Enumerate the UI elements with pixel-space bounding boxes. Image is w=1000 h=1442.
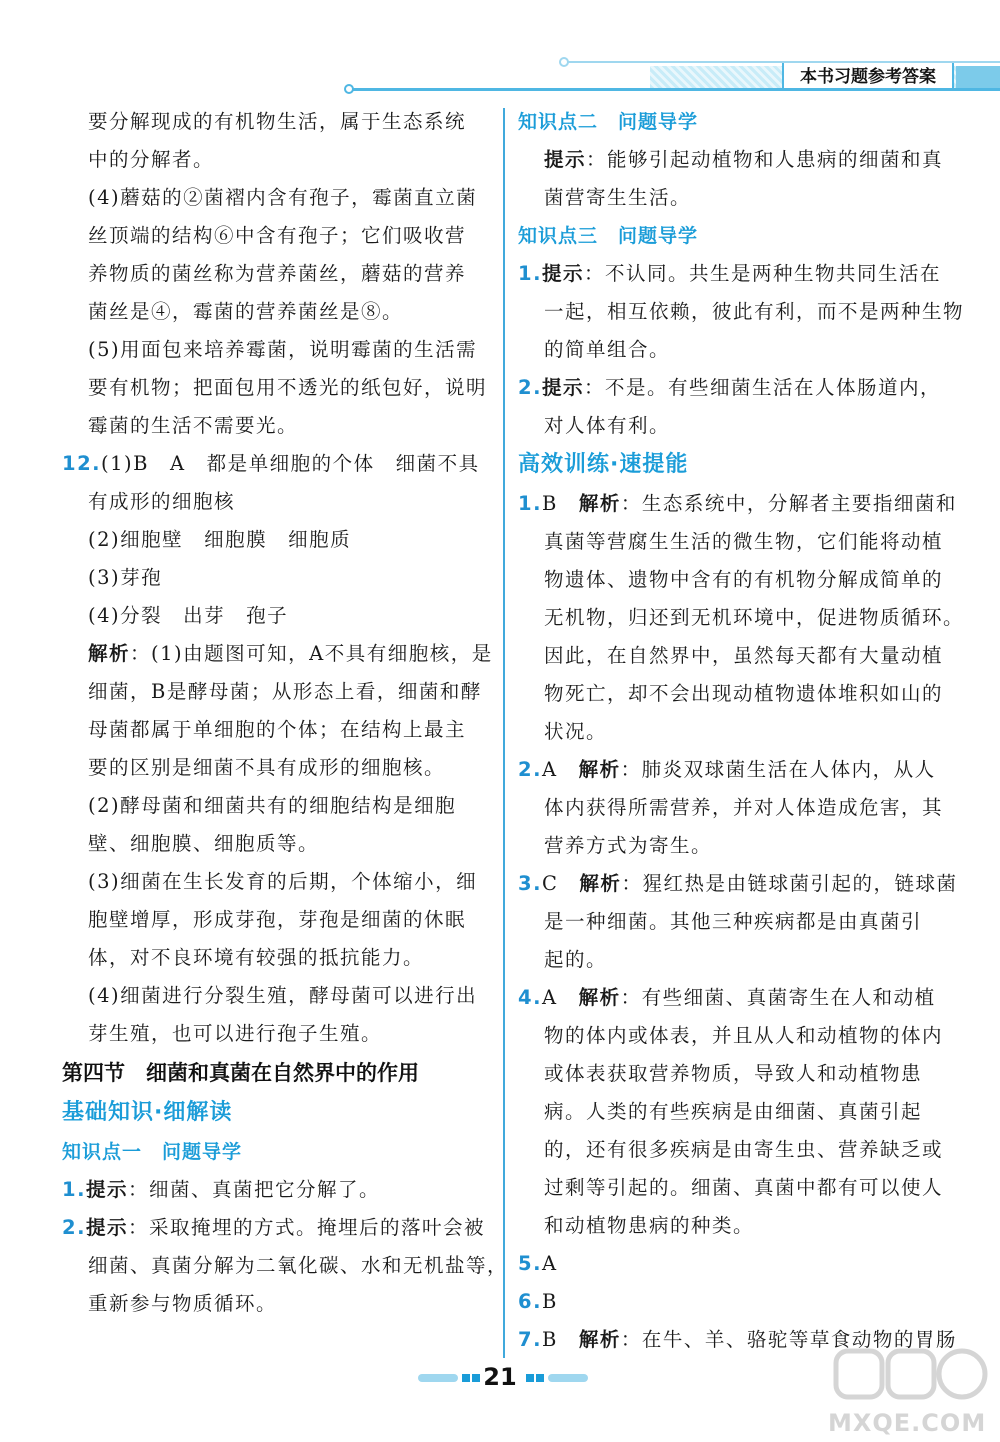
watermark-logo-icon (828, 1345, 993, 1405)
text-line: 和动植物患病的种类。 (544, 1214, 755, 1237)
kp3-item-1 (518, 255, 988, 293)
exercise-2 (518, 751, 988, 789)
text-line: (3)细菌在生长发育的后期，个体缩小，细 (88, 870, 478, 893)
item-number: 7. (518, 1328, 542, 1351)
text-line: 或体表获取营养物质，导致人和动植物患 (544, 1062, 923, 1085)
text-line: 因此，在自然界中，虽然每天都有大量动植 (544, 644, 944, 667)
knowledge-point-heading: 知识点三 问题导学 (518, 225, 699, 247)
kp3-item-2 (518, 369, 988, 407)
text-line: 丝顶端的结构⑥中含有孢子；它们吸收营 (88, 224, 467, 247)
question-number: 12. (62, 452, 102, 475)
analysis-text: ：肺炎双球菌生活在人体内，从人 (620, 758, 936, 781)
exercise-5 (518, 1245, 988, 1283)
text-line: 物遗体、遗物中含有的有机物分解成简单的 (544, 568, 944, 591)
text-line: 真菌等营腐生生活的微生物，它们能将动植 (544, 530, 944, 553)
analysis-line (62, 635, 500, 673)
text-line: (3)芽孢 (88, 566, 163, 589)
text-line: 细菌、真菌分解为二氧化碳、水和无机盐等， (88, 1254, 509, 1277)
section-heading: 高效训练·速提能 (518, 452, 689, 477)
hint-line (518, 141, 988, 179)
header-dot-icon (344, 84, 354, 94)
text-line: 过剩等引起的。细菌、真菌中都有可以使人 (544, 1176, 944, 1199)
header-dot-icon (559, 57, 569, 67)
text-line: (5)用面包来培养霉菌，说明霉菌的生活需 (88, 338, 478, 361)
item-number: 1. (518, 262, 542, 285)
page-number-decoration-right (526, 1372, 588, 1384)
text-line: 状况。 (544, 720, 608, 743)
text-line: 体内获得所需营养，并对人体造成危害，其 (544, 796, 944, 819)
item-number: 2. (518, 376, 542, 399)
text-line: 壁、细胞膜、细胞质等。 (88, 832, 320, 855)
answer: A (541, 1252, 558, 1275)
analysis-label: 解析 (578, 986, 621, 1009)
hint-text: ：不认同。共生是两种生物共同生活在 (584, 262, 942, 285)
text-line: 物死亡，却不会出现动植物遗体堆积如山的 (544, 682, 944, 705)
text-line: 无机物，归还到无机环境中，促进物质循环。 (544, 606, 965, 629)
text-line: 体，对不良环境有较强的抵抗能力。 (88, 946, 425, 969)
right-column (518, 103, 988, 1359)
text-line: 菌营寄生生活。 (544, 186, 692, 209)
text-line: 病。人类的有些疾病是由细菌、真菌引起 (544, 1100, 923, 1123)
hint-label: 提示 (544, 148, 587, 171)
hint-label: 提示 (541, 262, 584, 285)
text-line: 有成形的细胞核 (88, 490, 236, 513)
text-line: (2)酵母菌和细菌共有的细胞结构是细胞 (88, 794, 457, 817)
hint-label: 提示 (85, 1216, 128, 1239)
answer: B (541, 1290, 558, 1313)
item-number: 3. (518, 872, 542, 895)
text-line: 是一种细菌。其他三种疾病都是由真菌引 (544, 910, 923, 933)
exercise-4 (518, 979, 988, 1017)
text-line: 重新参与物质循环。 (88, 1292, 278, 1315)
hint-label: 提示 (541, 376, 584, 399)
header-title: 本书习题参考答案 (782, 63, 954, 91)
page-number-decoration-left (418, 1372, 480, 1384)
text-line: 物的体内或体表，并且从人和动植物的体内 (544, 1024, 944, 1047)
item-number: 1. (518, 492, 542, 515)
item-number: 2. (518, 758, 542, 781)
text-line: 的，还有很多疾病是由寄生虫、营养缺乏或 (544, 1138, 944, 1161)
kp1-item-2 (62, 1209, 500, 1247)
analysis-label: 解析 (88, 642, 131, 665)
item-number: 4. (518, 986, 542, 1009)
hint-label: 提示 (85, 1178, 128, 1201)
analysis-text: ：在牛、羊、骆驼等草食动物的胃肠 (620, 1328, 957, 1351)
text-line: 要有机物；把面包用不透光的纸包好，说明 (88, 376, 488, 399)
answer: B (541, 1328, 558, 1351)
text-line: 要分解现成的有机物生活，属于生态系统 (88, 110, 467, 133)
item-number: 6. (518, 1290, 542, 1313)
text-line: (4)分裂 出芽 孢子 (88, 604, 289, 627)
item-number: 2. (62, 1216, 86, 1239)
chapter-title: 第四节 细菌和真菌在自然界中的作用 (62, 1061, 419, 1085)
watermark-text: MXQE.COM (828, 1409, 987, 1437)
hint-text: ：能够引起动植物和人患病的细菌和真 (586, 148, 944, 171)
hint-text: ：不是。有些细菌生活在人体肠道内， (584, 376, 942, 399)
text-line: (2)细胞壁 细胞膜 细胞质 (88, 528, 352, 551)
answer: A (541, 758, 558, 781)
analysis-label: 解析 (579, 872, 622, 895)
hint-text: ：细菌、真菌把它分解了。 (128, 1178, 381, 1201)
analysis-label: 解析 (578, 758, 621, 781)
watermark-logo (828, 1345, 993, 1437)
knowledge-point-heading: 知识点二 问题导学 (518, 111, 699, 133)
text-line: 营养方式为寄生。 (544, 834, 713, 857)
item-number: 1. (62, 1178, 86, 1201)
kp1-item-1 (62, 1171, 500, 1209)
exercise-1 (518, 485, 988, 523)
text-line: 的简单组合。 (544, 338, 671, 361)
text-line: 养物质的菌丝称为营养菌丝，蘑菇的营养 (88, 262, 467, 285)
text-line: 菌丝是④，霉菌的营养菌丝是⑧。 (88, 300, 404, 323)
text-line: 芽生殖，也可以进行孢子生殖。 (88, 1022, 383, 1045)
answer: C (541, 872, 559, 895)
answer-line: (1)B A 都是单细胞的个体 细菌不具 (101, 452, 480, 475)
header-rule (350, 88, 1000, 91)
hint-text: ：采取掩埋的方式。掩埋后的落叶会被 (128, 1216, 486, 1239)
analysis-text: ：猩红热是由链球菌引起的，链球菌 (621, 872, 958, 895)
text-line: 细菌，B是酵母菌；从形态上看，细菌和酵 (88, 680, 482, 703)
left-column (62, 103, 509, 1323)
page-number: 21 (483, 1363, 517, 1391)
analysis-label: 解析 (578, 492, 621, 515)
analysis-text: ：有些细菌、真菌寄生在人和动植 (620, 986, 936, 1009)
analysis-label: 解析 (578, 1328, 621, 1351)
text-line: 胞壁增厚，形成芽孢，芽孢是细菌的休眠 (88, 908, 467, 931)
exercise-3 (518, 865, 988, 903)
knowledge-point-heading: 知识点一 问题导学 (62, 1141, 243, 1163)
column-divider (503, 108, 505, 1358)
text-line: 霉菌的生活不需要光。 (88, 414, 299, 437)
answer: A (541, 986, 558, 1009)
analysis-text: ：生态系统中，分解者主要指细菌和 (620, 492, 957, 515)
text-line: 一起，相互依赖，彼此有利，而不是两种生物 (544, 300, 965, 323)
text-line: (4)蘑菇的②菌褶内含有孢子，霉菌直立菌 (88, 186, 478, 209)
text-line: 起的。 (544, 948, 608, 971)
header-tab (956, 66, 1000, 88)
text-line: 母菌都属于单细胞的个体；在结构上最主 (88, 718, 467, 741)
question-12 (62, 445, 500, 483)
answer: B (541, 492, 558, 515)
text-line: 对人体有利。 (544, 414, 671, 437)
exercise-6 (518, 1283, 988, 1321)
text-line: (4)细菌进行分裂生殖，酵母菌可以进行出 (88, 984, 478, 1007)
item-number: 5. (518, 1252, 542, 1275)
section-heading: 基础知识·细解读 (62, 1100, 233, 1125)
text-line: 中的分解者。 (88, 148, 215, 171)
analysis-text: ：(1)由题图可知，A不具有细胞核，是 (130, 642, 493, 665)
text-line: 要的区别是细菌不具有成形的细胞核。 (88, 756, 446, 779)
